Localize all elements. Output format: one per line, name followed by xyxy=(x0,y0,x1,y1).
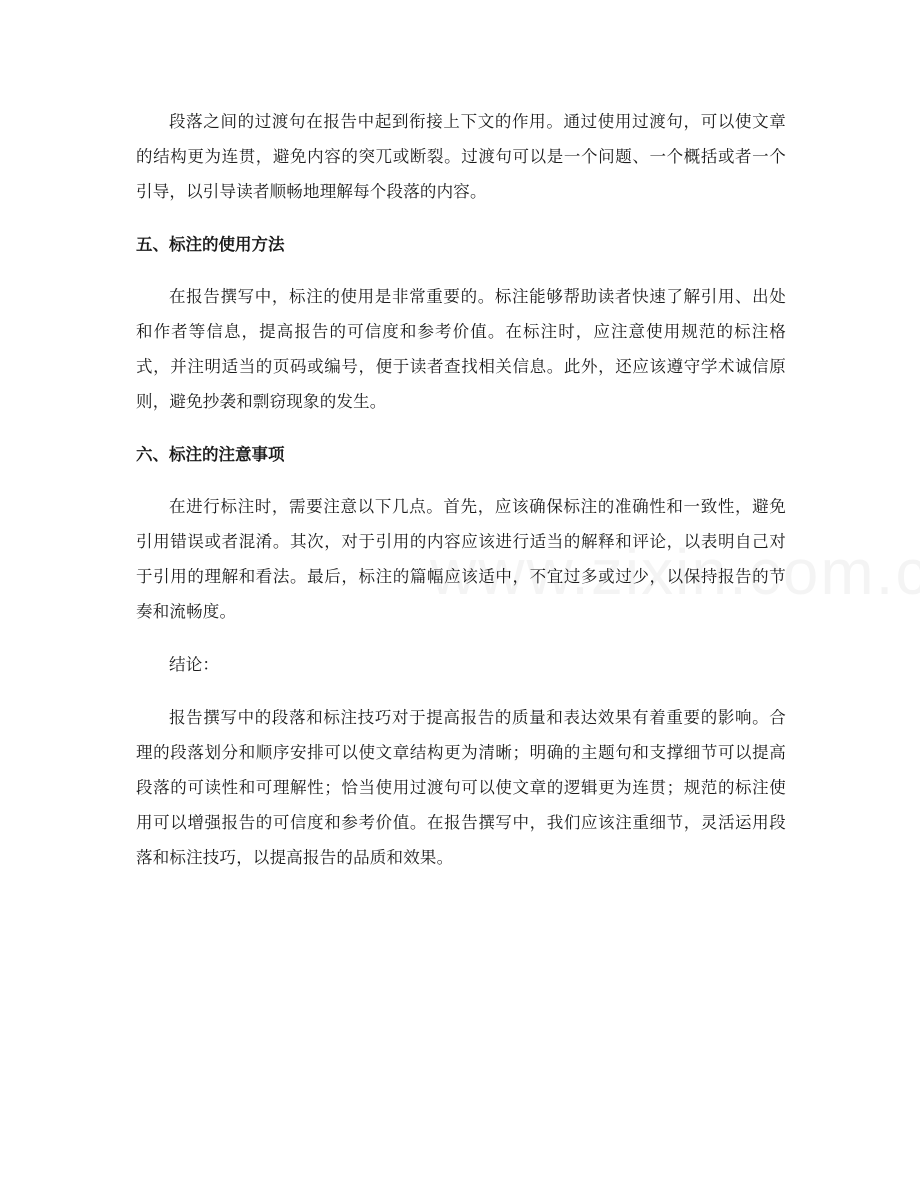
section-heading-notes: 六、标注的注意事项 xyxy=(136,445,285,464)
section-heading-usage: 五、标注的使用方法 xyxy=(136,235,285,254)
paragraph-conclusion: 报告撰写中的段落和标注技巧对于提高报告的质量和表达效果有着重要的影响。合理的段落划分和顺序安排可以使文章结构更为清晰；明确的主题句和支撑细节可以提高段落的可读性和可理解性；恰当使用过渡句可以使文章的逻辑更为连贯；规范的标注使用可以增强报告的可信度和参考价值。在报告撰写中，我们应该注重细节，灵活运用段落和标注技巧，以提高报告的品质和效果。 xyxy=(136,708,786,867)
paragraph-notes: 在进行标注时，需要注意以下几点。首先，应该确保标注的准确性和一致性，避免引用错误或者混淆。其次，对于引用的内容应该进行适当的解释和评论，以表明自己对于引用的理解和看法。最后，标注的篇幅应该适中，不宜过多或过少，以保持报告的节奏和流畅度。 xyxy=(136,497,786,621)
paragraph-usage: 在报告撰写中，标注的使用是非常重要的。标注能够帮助读者快速了解引用、出处和作者等信息，提高报告的可信度和参考价值。在标注时，应注意使用规范的标注格式，并注明适当的页码或编号，便于读者查找相关信息。此外，还应该遵守学术诚信原则，避免抄袭和剽窃现象的发生。 xyxy=(136,287,786,411)
document-body xyxy=(136,104,786,875)
paragraph-transition: 段落之间的过渡句在报告中起到衔接上下文的作用。通过使用过渡句，可以使文章的结构更为连贯，避免内容的突兀或断裂。过渡句可以是一个问题、一个概括或者一个引导，以引导读者顺畅地理解每个段落的内容。 xyxy=(136,112,786,201)
conclusion-label: 结论： xyxy=(169,655,220,674)
